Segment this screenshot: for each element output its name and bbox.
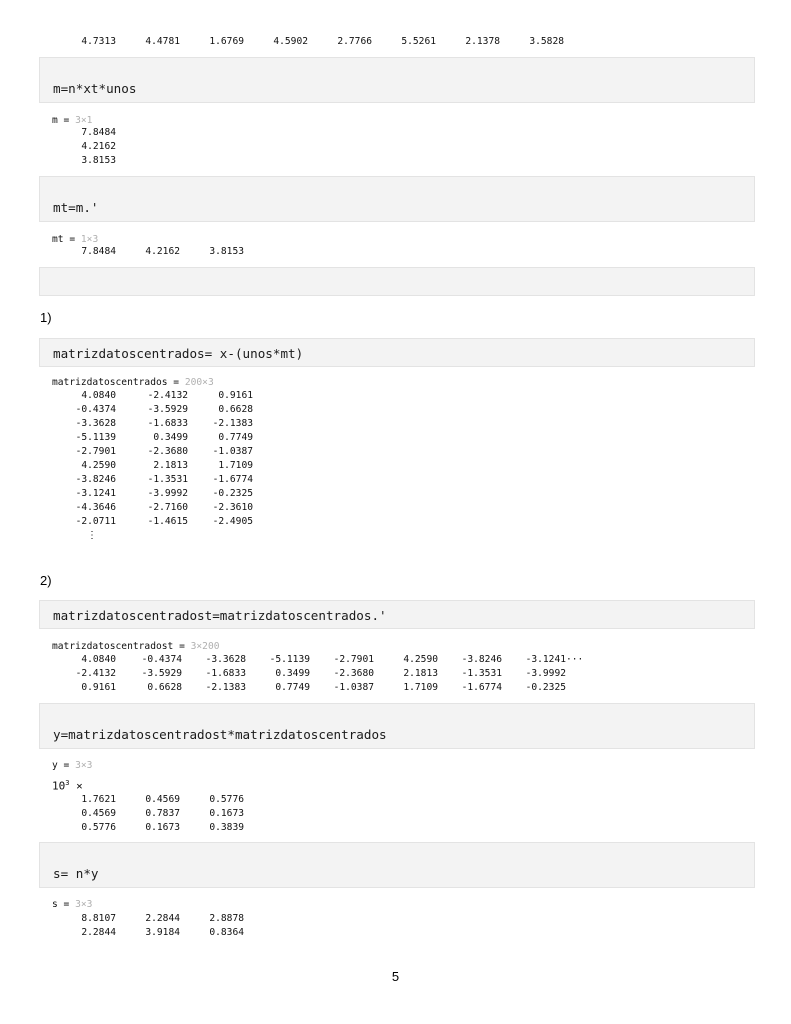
code-text: matrizdatoscentradost=matrizdatoscentrados.'	[53, 608, 387, 623]
cell: 3.8153	[81, 155, 116, 166]
section-label-1: 1)	[40, 310, 52, 325]
cell: -1.6774	[212, 474, 253, 485]
cell: 0.9161	[81, 682, 116, 693]
table-row	[0, 446, 700, 458]
table-row	[0, 127, 300, 139]
output-header-m: m = 3×1	[52, 115, 93, 126]
table-row	[0, 822, 700, 834]
table-row	[0, 502, 700, 514]
top-output-row	[0, 36, 791, 48]
cell: 2.1813	[153, 460, 188, 471]
table-row	[0, 794, 700, 806]
cell: -2.4905	[212, 516, 253, 527]
cell: -3.3628	[205, 654, 246, 665]
cell: 2.7766	[337, 36, 372, 47]
cell: -1.3531	[461, 668, 502, 679]
var-name: matrizdatoscentrados	[52, 377, 168, 388]
cell: 2.2844	[145, 913, 180, 924]
scale-base: 10	[52, 779, 66, 793]
cell: 0.3499	[275, 668, 310, 679]
table-row	[0, 460, 700, 472]
var-name: mt	[52, 234, 64, 245]
cell: -3.5929	[141, 668, 182, 679]
code-cell-mt[interactable]	[39, 176, 755, 222]
dims: 3×1	[75, 115, 93, 126]
cell: -0.2325	[212, 488, 253, 499]
cell: -2.3680	[147, 446, 188, 457]
output-header-matrizdatoscentradost: matrizdatoscentradost = 3×200	[52, 641, 220, 652]
cell: -1.6833	[147, 418, 188, 429]
cell: -2.0711	[75, 516, 116, 527]
cell: -2.7901	[333, 654, 374, 665]
cell: 4.2162	[145, 246, 180, 257]
output-header-matrizdatoscentrados: matrizdatoscentrados = 200×3	[52, 377, 214, 388]
code-cell-s[interactable]	[39, 842, 755, 888]
table-row	[0, 155, 300, 167]
cell: -3.8246	[461, 654, 502, 665]
table-row	[0, 404, 700, 416]
cell: 0.3839	[209, 822, 244, 833]
cell: -1.6833	[205, 668, 246, 679]
cell: 3.9184	[145, 927, 180, 938]
cell: -3.9992	[525, 668, 566, 679]
scale-factor	[52, 777, 83, 793]
table-row	[0, 246, 300, 258]
cell: -5.1139	[75, 432, 116, 443]
cell: -2.4132	[75, 668, 116, 679]
cell: 0.7749	[218, 432, 253, 443]
var-name: y	[52, 760, 58, 771]
cell: 0.4569	[81, 808, 116, 819]
cell: -3.1241	[525, 654, 566, 665]
cell: 4.7313	[81, 36, 116, 47]
cell: 0.5776	[81, 822, 116, 833]
cell: -2.7160	[147, 502, 188, 513]
vdots: ⋮	[87, 530, 97, 541]
cell: 2.1813	[403, 668, 438, 679]
code-cell-matrizdatoscentrados[interactable]	[39, 338, 755, 367]
cell: 0.6628	[147, 682, 182, 693]
output-header-s: s = 3×3	[52, 899, 93, 910]
cell: -2.4132	[147, 390, 188, 401]
cell: 4.2590	[403, 654, 438, 665]
cell: 2.1378	[465, 36, 500, 47]
cell: -3.9992	[147, 488, 188, 499]
code-cell-matrizdatoscentradost[interactable]	[39, 600, 755, 629]
output-header-mt: mt = 1×3	[52, 234, 99, 245]
table-row	[0, 668, 700, 680]
table-row	[0, 474, 700, 486]
cell: 4.2162	[81, 141, 116, 152]
cell: -3.3628	[75, 418, 116, 429]
section-label-2: 2)	[40, 573, 52, 588]
cell: -0.4374	[75, 404, 116, 415]
table-row	[0, 808, 700, 820]
table-row	[0, 488, 700, 500]
cell: -2.1383	[205, 682, 246, 693]
cell: 1.6769	[209, 36, 244, 47]
code-text: s= n*y	[53, 866, 99, 881]
var-name: s	[52, 899, 58, 910]
cell: -0.2325	[525, 682, 566, 693]
code-text: m=n*xt*unos	[53, 81, 137, 96]
cell: -4.3646	[75, 502, 116, 513]
cell: 0.1673	[145, 822, 180, 833]
code-cell-m[interactable]	[39, 57, 755, 103]
cell: -1.3531	[147, 474, 188, 485]
code-text: mt=m.'	[53, 200, 99, 215]
table-row	[0, 682, 700, 694]
cell: -2.3610	[212, 502, 253, 513]
cell: 0.6628	[218, 404, 253, 415]
cell: 4.4781	[145, 36, 180, 47]
dims: 3×3	[75, 760, 93, 771]
dims: 1×3	[80, 234, 99, 245]
cell: 3.8153	[209, 246, 244, 257]
cell: 0.3499	[153, 432, 188, 443]
var-name: matrizdatoscentradost	[52, 641, 174, 652]
cell: 2.2844	[81, 927, 116, 938]
cell: 0.7749	[275, 682, 310, 693]
cell: 0.9161	[218, 390, 253, 401]
cell: 7.8484	[81, 246, 116, 257]
cell: 1.7109	[403, 682, 438, 693]
page-number: 5	[391, 969, 400, 984]
vertical-ellipsis-icon	[87, 530, 97, 541]
table-row	[0, 654, 700, 666]
cell: 7.8484	[81, 127, 116, 138]
table-row	[0, 927, 700, 939]
cell: -1.6774	[461, 682, 502, 693]
cell: 2.8878	[209, 913, 244, 924]
table-row	[0, 418, 700, 430]
cell: -2.7901	[75, 446, 116, 457]
cell: -3.1241	[75, 488, 116, 499]
dims: 200×3	[184, 377, 214, 388]
cell: -1.0387	[333, 682, 374, 693]
cell: -3.5929	[147, 404, 188, 415]
cell: 1.7621	[81, 794, 116, 805]
cell: -3.8246	[75, 474, 116, 485]
dims: 3×3	[75, 899, 93, 910]
cell: 8.8107	[81, 913, 116, 924]
cell: -1.4615	[147, 516, 188, 527]
cell: 4.2590	[81, 460, 116, 471]
cell: 3.5828	[529, 36, 564, 47]
table-row	[0, 390, 700, 402]
scale-times: ×	[76, 779, 83, 793]
code-text: y=matrizdatoscentradost*matrizdatoscentrados	[53, 727, 387, 742]
horizontal-ellipsis-icon: ···	[566, 654, 584, 665]
scale-exponent: 3	[65, 779, 70, 787]
dims: 3×200	[190, 641, 220, 652]
table-row	[0, 141, 300, 153]
cell: 0.5776	[209, 794, 244, 805]
cell: 1.7109	[218, 460, 253, 471]
cell: 4.0840	[81, 390, 116, 401]
cell: -2.3680	[333, 668, 374, 679]
cell: -0.4374	[141, 654, 182, 665]
table-row	[0, 913, 700, 925]
table-row	[0, 432, 700, 444]
cell: 0.7837	[145, 808, 180, 819]
cell: 0.8364	[209, 927, 244, 938]
cell: 4.5902	[273, 36, 308, 47]
code-cell-y[interactable]	[39, 703, 755, 749]
cell: -5.1139	[269, 654, 310, 665]
code-cell-empty[interactable]	[39, 267, 755, 296]
cell: 0.1673	[209, 808, 244, 819]
code-text: matrizdatoscentrados= x-(unos*mt)	[53, 346, 304, 361]
cell: 0.4569	[145, 794, 180, 805]
output-header-y: y = 3×3	[52, 760, 93, 771]
cell: 5.5261	[401, 36, 436, 47]
table-row	[0, 516, 700, 528]
var-name: m	[52, 115, 58, 126]
cell: 4.0840	[81, 654, 116, 665]
cell: -2.1383	[212, 418, 253, 429]
cell: -1.0387	[212, 446, 253, 457]
